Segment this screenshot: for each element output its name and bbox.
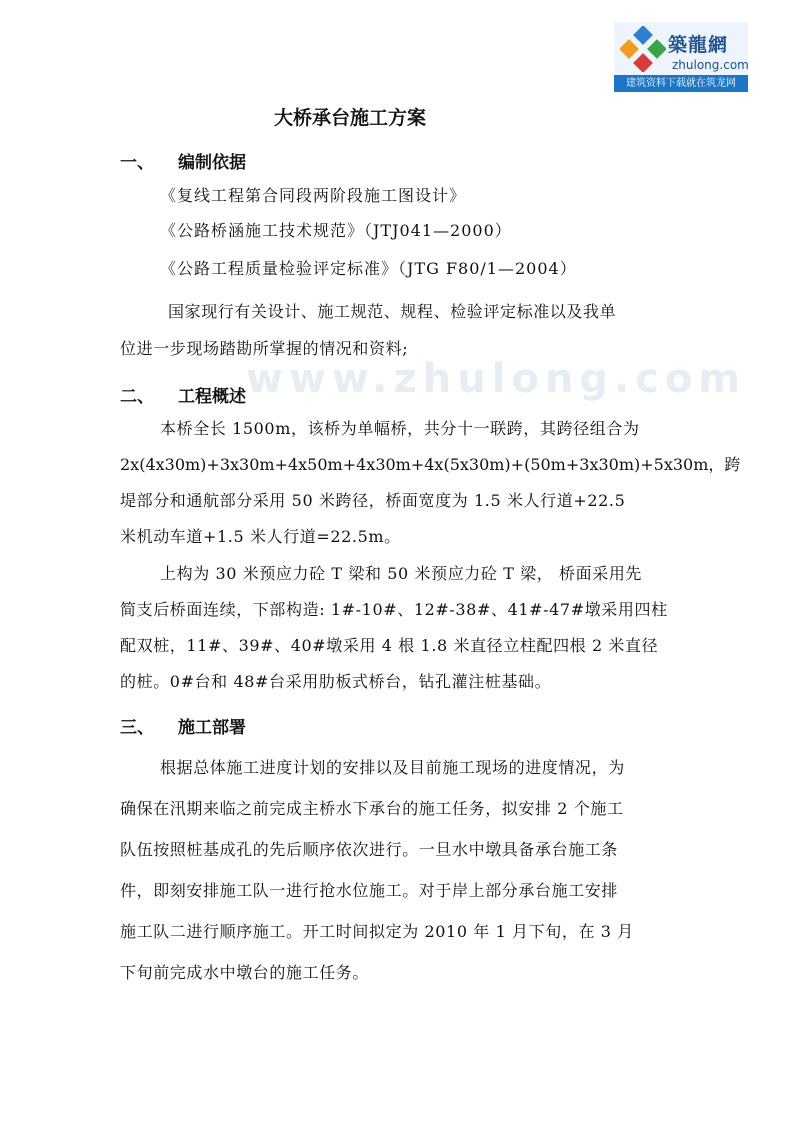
logo-name-cn: 築龍網	[668, 34, 729, 56]
paragraph-line: 位进一步现场踏勘所掌握的情况和资料;	[120, 339, 409, 358]
paragraph-line: 队伍按照桩基成孔的先后顺序依次进行。一旦水中墩具备承台施工条	[120, 840, 619, 859]
paragraph-line: 的桩。0#台和 48#台采用肋板式桥台，钻孔灌注桩基础。	[120, 672, 552, 691]
zhulong-logo	[614, 22, 748, 92]
section-3-heading	[120, 713, 246, 738]
watermark: www.zhulong.com	[246, 356, 747, 402]
reference-item: 《公路工程质量检验评定标准》（JTG F80/1—2004）	[160, 259, 577, 278]
section-title: 施工部署	[178, 718, 246, 738]
paragraph-line: 简支后桥面连续，下部构造: 1#-10#、12#-38#、41#-47#墩采用四柱	[120, 600, 668, 619]
paragraph-line: 施工队二进行顺序施工。开工时间拟定为 2010 年 1 月下旬，在 3 月	[120, 922, 634, 941]
paragraph-line: 堤部分和通航部分采用 50 米跨径，桥面宽度为 1.5 米人行道+22.5	[120, 491, 626, 510]
section-title: 编制依据	[178, 153, 246, 173]
paragraph-line: 国家现行有关设计、施工规范、规程、检验评定标准以及我单	[168, 302, 617, 321]
section-1-heading	[120, 148, 246, 173]
paragraph-line: 下旬前完成水中墩台的施工任务。	[120, 963, 370, 982]
section-title: 工程概述	[178, 387, 246, 407]
page-title: 大桥承台施工方案	[274, 107, 427, 129]
paragraph-line: 件，即刻安排施工队一进行抢水位施工。对于岸上部分承台施工安排	[120, 881, 619, 900]
section-number: 三、	[120, 718, 154, 738]
logo-name-en: zhulong.com	[672, 58, 749, 72]
paragraph-line: 本桥全长 1500m，该桥为单幅桥，共分十一联跨，其跨径组合为	[160, 419, 640, 438]
paragraph-line: 确保在汛期来临之前完成主桥水下承台的施工任务，拟安排 2 个施工	[120, 799, 624, 818]
paragraph-line: 米机动车道+1.5 米人行道=22.5m。	[120, 527, 401, 546]
paragraph-line: 根据总体施工进度计划的安排以及目前施工现场的进度情况，为	[160, 758, 625, 777]
paragraph-line: 上构为 30 米预应力砼 T 梁和 50 米预应力砼 T 梁， 桥面采用先	[160, 564, 643, 583]
reference-item: 《公路桥涵施工技术规范》（JTJ041—2000）	[160, 221, 512, 240]
paragraph-line: 配双桩，11#、39#、40#墩采用 4 根 1.8 米直径立柱配四根 2 米直径	[120, 636, 659, 655]
paragraph-line: 2x(4x30m)+3x30m+4x50m+4x30m+4x(5x30m)+(50m+3x30m)+5x30m，跨	[120, 455, 741, 474]
section-number: 一、	[120, 153, 154, 173]
logo-tagline: 建筑资料下载就在筑龙网	[614, 75, 748, 92]
reference-item: 《复线工程第合同段两阶段施工图设计》	[160, 186, 467, 205]
section-number: 二、	[120, 387, 154, 407]
section-2-heading	[120, 382, 246, 407]
logo-emblem-icon	[620, 26, 666, 72]
